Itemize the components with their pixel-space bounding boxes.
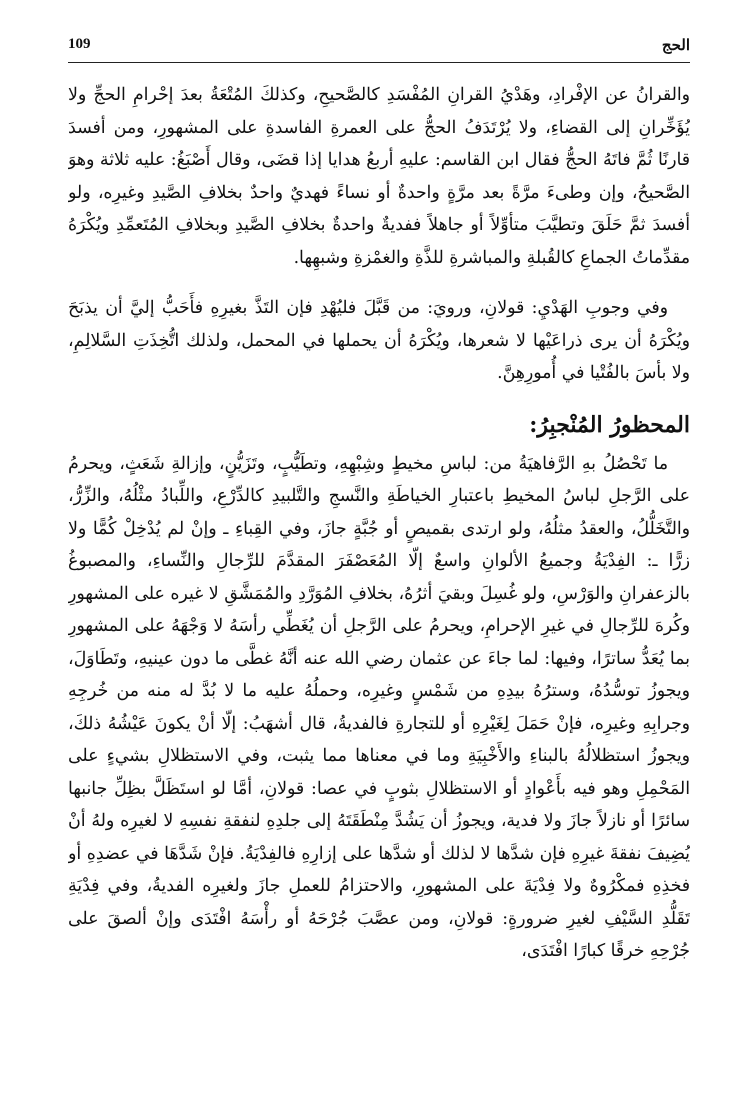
book-page <box>68 36 690 1076</box>
paragraph-continuation: والقرانُ عن الإفْرادِ، وهَدْيُ القرانِ المُفْسَدِ كالصَّحيحِ، وكذلكَ المُتْعَةُ بعدَ إحْرامِ الحجِّ ولا يُؤَخِّرانِ إلى القضاءِ، ولا يُرْتَدَفُ الحجُّ على العمرةِ الفاسدةِ على المشهورِ، ومن أفسدَ قارنًا ثُمَّ فاتَهُ الحجُّ فقال ابن القاسم: عليهِ أربعُ هدايا إذا قضَى، وقال أَصْبَغُ: عليه ثلاثة وهوَ الصَّحيحُ، وإن وطىءَ مرَّةً بعد مرَّةٍ واحدةٌ أو نساءً فهديٌ واحدٌ بخلافِ الصَّيدِ وغيرِه، ولو أفسدَ ثمَّ حَلَقَ وتطيَّبَ متأوِّلاً أو جاهلاً ففديةٌ واحدةٌ بخلافِ الصَّيدِ وبخلافِ المُتَعمِّدِ ويُكْرَهُ مقدِّماتُ الجماعِ كالقُبلةِ والمباشرةِ للذَّةِ والغمْزةِ وشبهِها. <box>68 85 690 268</box>
section-heading: المحظورُ المُنْجبِرُ: <box>529 411 690 438</box>
page-number: 109 <box>68 36 91 52</box>
paragraph-gap <box>68 390 690 408</box>
paragraph-gap <box>68 274 690 292</box>
running-title: الحج <box>661 36 690 54</box>
paragraph-hady: وفي وجوبِ الهَدْيِ: قولانِ، ورويَ: من قَبَّلَ فليُهْدِ فإن التَذَّ بغيرِهِ فأَحَبُّ إليَّ أن يذبَحَ ويُكْرَهُ أن يرى ذراعَيْها لا شعرها، ويُكْرَهُ أن يحملها في المحمل، ولذلك اتُّخِذَتِ السَّلالِمِ، ولا بأسَ بالفُتْيا في أُمورِهِنَّ. <box>68 298 690 383</box>
page-body <box>68 79 690 968</box>
page-header <box>68 36 690 63</box>
paragraph-mahzur: ما تَحْصُلُ بهِ الرَّفاهيَةُ من: لباسِ مخيطٍ وشِبْهِهِ، وتطَيُّبٍ، وتَزَيُّنٍ، وإزالةِ شَعَثٍ، ويحرمُ على الرَّجلِ لباسُ المخيطِ باعتبارِ الخياطَةِ والنَّسجِ والتَّلبيدِ كالدِّرْعِ، واللِّبادُ مثْلُهُ، والزِّرُّ، والتَّخَلُّلُ، والعقدُ مثلُهُ، ولو ارتدى بقميصٍ أو جُبَّةٍ جازَ، وفي القِباءِ ـ وإنْ لم يُدْخِلْ كُمًّا ولا زرًّا ـ: الفِدْيَةُ وجميعُ الألوانِ واسعٌ إلّا المُعَصْفَرَ المقدَّمَ للرِّجالِ والنِّساءِ، والمصبوغُ بالزعفرانِ والوَرْسِ، ولو غُسِلَ وبقيَ أثرُهُ، بخلافِ المُوَرَّدِ والمُمَشَّقِ لا غيره على المشهورِ وكُرهَ للرِّجالِ في غيرِ الإحرامِ، ويحرمُ على الرَّجلِ أن يُغَطِّي رأسَهُ لا وَجْهَهُ على المشهورِ بما يُعَدُّ ساترًا، وفيها: لما جاءَ عن عثمان رضي الله عنه أنَّهُ غطَّى ما دون عينيهِ، وتَطَاوَلَ، ويجوزُ توسُّدُهُ، وسترُهُ بيدِهِ من شَمْسٍ وغيرِه، وحملُهُ عليه ما لا بُدَّ له منه من خُرجِهِ وجرابِهِ وغيرِه، فإنْ حَمَلَ لِغَيْرِهِ أو للتجارةِ فالفديةُ، قال أشهَبُ: إلّا أنْ يكونَ عَيْشُهُ ذلكَ، ويجوزُ استظلالُهُ بالبناءِ والأَخْبِيَةِ وما في معناها مما يثبت، وفي الاستظلالِ بشيءٍ على المَحْمِلِ وهو فيه بأَعْوادٍ أو الاستظلالِ بثوبٍ في عصا: قولانِ، أمَّا لو استَظَلَّ بظِلِّ جانبها سائرًا أو نازلاً جازَ ولا فدية، ويجوزُ أن يَشُدَّ مِنْطَقَتَهُ إلى جلدِهِ لنفقةِ نفسِهِ لا لغيرِه ولهُ أنْ يُضِيفَ نفقةَ غيرِهِ فإن شدَّها لا لذلك أو شدَّها على إزارِهِ فالفِدْيَةُ. فإنْ شَدَّهَا في عضدِهِ أو فخذِهِ فمكْرُوهٌ ولا فِدْيَةَ على المشهورِ، والاحتزامُ للعملِ جازَ ولغيرِه الفديةُ، وفي فِدْيَةِ تَقَلُّدِ السَّيْفِ لغيرِ ضرورةٍ: قولانِ، ومن عصَّبَ جُرْحَهُ أو رأْسَهُ افْتَدَى وإنْ ألصقَ على جُرْحِهِ خرقًا كبارًا افْتَدَى، <box>68 453 690 961</box>
